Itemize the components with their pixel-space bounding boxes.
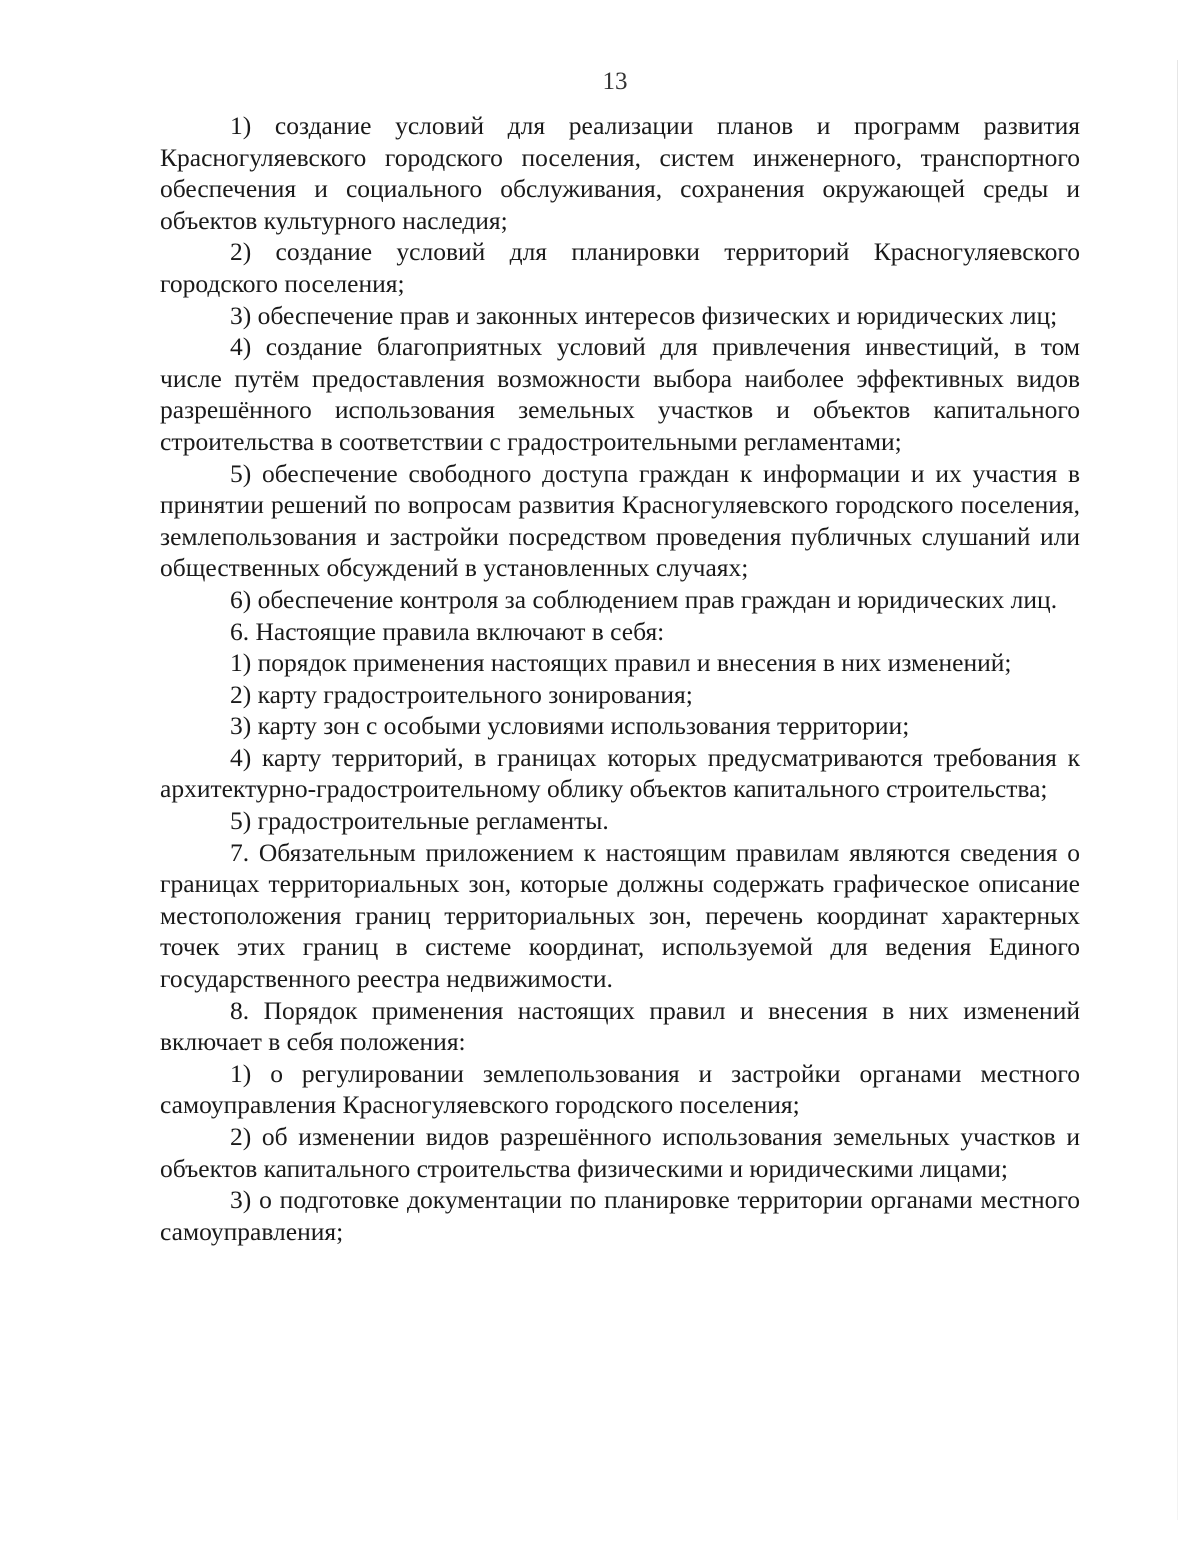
scan-edge-line	[1177, 60, 1178, 1520]
section-7-paragraph: 7. Обязательным приложением к настоящим правилам являются сведения о границах территориальных зон, которые должны содержать графическое описание местоположения границ территориальных зон, перечень координат характерных точек этих границ в системе координат, используемой для ведения Единого государственного реестра недвижимости.	[160, 837, 1080, 994]
paragraph-item-5: 5) обеспечение свободного доступа граждан к информации и их участия в принятии решений по вопросам развития Красногуляевского городского поселения, землепользования и застройки посредством проведения публичных слушаний или общественных обсуждений в установленных случаях;	[160, 458, 1080, 583]
rules-content-item-4: 4) карту территорий, в границах которых предусматриваются требования к архитектурно-градостроительному облику объектов капитального строительства;	[160, 742, 1080, 804]
rules-content-item-1: 1) порядок применения настоящих правил и внесения в них изменений;	[230, 648, 1012, 678]
paragraph-item-1: 1) создание условий для реализации планов и программ развития Красногуляевского городского поселения, систем инженерного, транспортного обеспечения и социального обслуживания, сохранения окружающей среды и объектов культурного наследия;	[160, 111, 1080, 235]
section-6-heading: 6. Настоящие правила включают в себя:	[230, 616, 665, 646]
section-8-heading: 8. Порядок применения настоящих правил и внесения в них изменений включает в себя положения:	[160, 995, 1080, 1057]
procedure-item-2: 2) об изменении видов разрешённого использования земельных участков и объектов капитального строительства физическими и юридическими лицами;	[160, 1122, 1080, 1183]
rules-content-item-3: 3) карту зон с особыми условиями использования территории;	[230, 711, 910, 741]
paragraph-item-3: 3) обеспечение прав и законных интересов физических и юридических лиц;	[230, 300, 1058, 330]
page-number: 13	[602, 68, 628, 95]
document-body	[160, 110, 1080, 1247]
paragraph-item-2: 2) создание условий для планировки территорий Красногуляевского городского поселения;	[160, 237, 1080, 298]
rules-content-item-5: 5) градостроительные регламенты.	[230, 806, 609, 836]
procedure-item-1: 1) о регулировании землепользования и застройки органами местного самоуправления Красногуляевского городского поселения;	[160, 1058, 1080, 1120]
paragraph-item-4: 4) создание благоприятных условий для привлечения инвестиций, в том числе путём предоставления возможности выбора наиболее эффективных видов разрешённого использования земельных участков и объектов капитального строительства в соответствии с градостроительными регламентами;	[160, 332, 1080, 456]
rules-content-item-2: 2) карту градостроительного зонирования;	[230, 679, 693, 709]
procedure-item-3: 3) о подготовке документации по планировке территории органами местного самоуправления;	[160, 1185, 1080, 1246]
paragraph-item-6: 6) обеспечение контроля за соблюдением прав граждан и юридических лиц.	[230, 584, 1058, 614]
